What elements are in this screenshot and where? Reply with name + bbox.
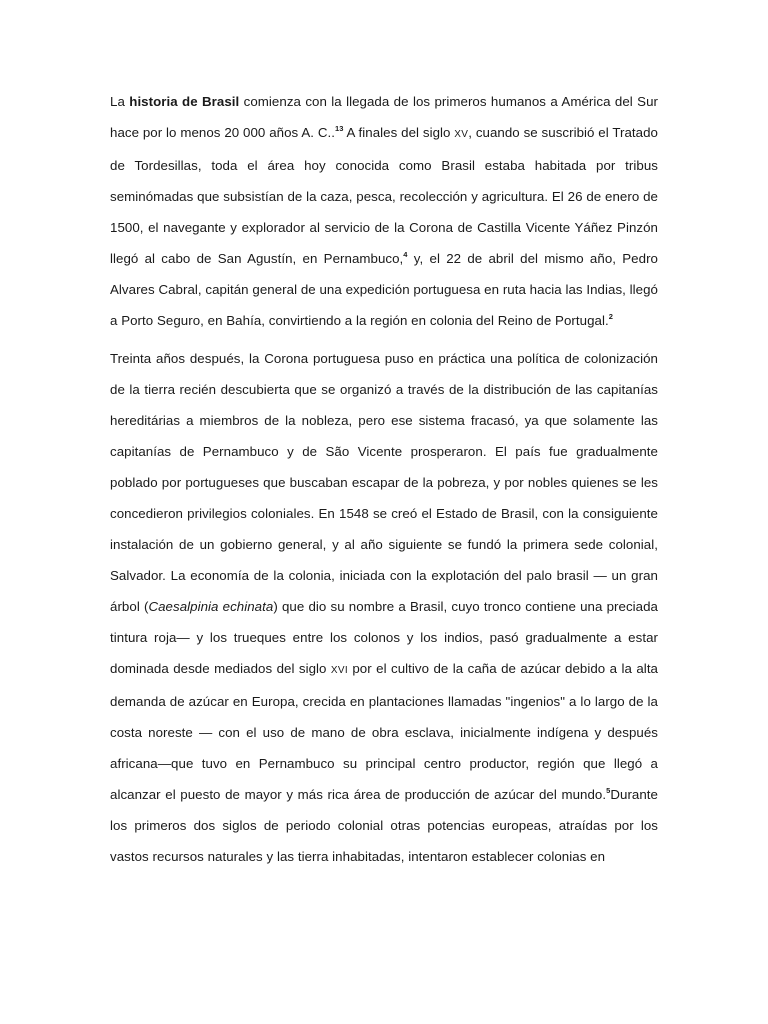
footnote-ref[interactable]: 13 — [334, 124, 344, 133]
century-numeral: XVI — [330, 665, 348, 676]
text-run: La — [110, 94, 130, 109]
paragraph-2 — [110, 343, 658, 872]
text-run: ) que dio su nombre a Brasil, cuyo tronco contiene una preciada tintura roja— y los trueques entre los colonos y los indios, pasó gradualmente a estar dominada desde mediados del siglo — [110, 599, 658, 676]
italic-species-name: Caesalpinia echinata — [148, 599, 274, 614]
text-run: y, el 22 de abril del mismo año, Pedro Alvares Cabral, capitán general de una expedición portuguesa en ruta hacia las Indias, llegó a Porto Seguro, en Bahía, convirtiendo a la región en colonia del Reino de Portugal. — [110, 251, 658, 328]
century-numeral: XV — [454, 129, 469, 140]
text-run: A finales del siglo — [343, 125, 455, 140]
document-body — [110, 86, 658, 879]
text-run: Durante los primeros dos siglos de periodo colonial otras potencias europeas, atraídas por los vastos recursos naturales y las tierra inhabitadas, intentaron establecer colonias en — [110, 787, 658, 864]
bold-topic: historia de Brasil — [129, 94, 240, 109]
text-run: Treinta años después, la Corona portuguesa puso en práctica una política de colonización de la tierra recién descubierta que se organizó a través de la distribución de las capitanías hereditárias a miembros de la nobleza, pero ese sistema fracasó, ya que solamente las capitanías de Pernambuco y de São Vicente prosperaron. El país fue gradualmente poblado por portugueses que buscaban escapar de la pobreza, y por nobles quienes se les concedieron privilegios coloniales. En 1548 se creó el Estado de Brasil, con la consiguiente instalación de un gobierno general, y al año siguiente se fundó la primera sede colonial, Salvador. La economía de la colonia, iniciada con la explotación del palo brasil — un gran árbol ( — [110, 351, 658, 614]
paragraph-1 — [110, 86, 658, 336]
text-run: , cuando se suscribió el Tratado de Tordesillas, toda el área hoy conocida como Brasil estaba habitada por tribus seminómadas que subsistían de la caza, pesca, recolección y agricultura. El 26 de enero de 1500, el navegante y explorador al servicio de la Corona de Castilla Vicente Yáñez Pinzón llegó al cabo de San Agustín, en Pernambuco, — [110, 125, 659, 266]
footnote-ref[interactable]: 2 — [608, 312, 613, 321]
text-run: por el cultivo de la caña de azúcar debido a la alta demanda de azúcar en Europa, crecida en plantaciones llamadas "ingenios" a lo largo de la costa noreste — con el uso de mano de obra esclava, inicialmente indígena y después africana—que tuvo en Pernambuco su principal centro productor, región que llegó a alcanzar el puesto de mayor y más rica área de producción de azúcar del mundo. — [110, 661, 659, 802]
footnote-ref[interactable]: 4 — [403, 250, 408, 259]
footnote-ref[interactable]: 5 — [606, 786, 611, 795]
text-run: comienza con la llegada de los primeros humanos a América del Sur hace por lo menos 20 000 años A. C.. — [110, 94, 658, 140]
